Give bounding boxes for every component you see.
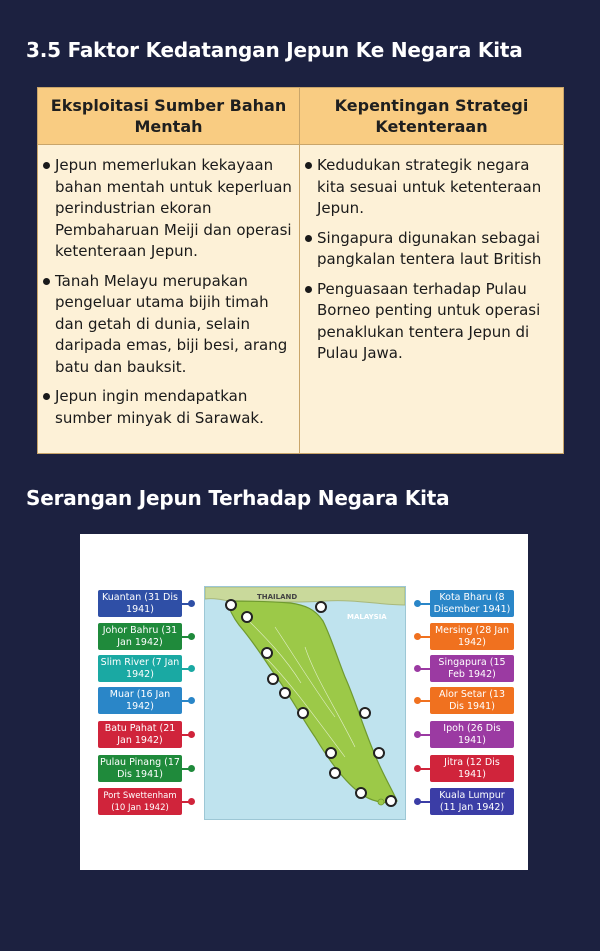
military-column — [300, 145, 564, 454]
city-marker — [355, 787, 367, 799]
list-item: Kedudukan strategik negara kita sesuai untuk ketenteraan Jepun. — [304, 155, 557, 220]
attack-label-batu-pahat: Batu Pahat (21 Jan 1942) — [98, 721, 182, 748]
list-item: Singapura digunakan sebagai pangkalan tentera laut British — [304, 228, 557, 271]
connector-line — [418, 603, 430, 605]
attack-label-alor-setar: Alor Setar (13 Dis 1941) — [430, 687, 514, 714]
peninsula-map — [205, 587, 405, 819]
city-marker — [267, 673, 279, 685]
attack-label-kuantan: Kuantan (31 Dis 1941) — [98, 590, 182, 617]
attack-label-jitra: Jitra (12 Dis 1941) — [430, 755, 514, 782]
connector-line — [418, 700, 430, 702]
invasion-map — [80, 534, 528, 870]
header-military-strategy: Kepentingan Strategi Ketenteraan — [300, 88, 564, 145]
bullet-icon — [305, 162, 312, 169]
list-item: Tanah Melayu merupakan pengeluar utama bijih timah dan getah di dunia, selain daripada emas, biji besi, arang batu dan bauksit. — [42, 271, 293, 379]
attack-label-muar: Muar (16 Jan 1942) — [98, 687, 182, 714]
connector-dot — [188, 798, 195, 805]
connector-line — [418, 668, 430, 670]
connector-dot — [188, 633, 195, 640]
bullet-icon — [305, 235, 312, 242]
city-marker — [325, 747, 337, 759]
city-marker — [225, 599, 237, 611]
country-label-malaysia: MALAYSIA — [347, 613, 387, 621]
list-item: Jepun ingin mendapatkan sumber minyak di Sarawak. — [42, 386, 293, 429]
city-marker — [261, 647, 273, 659]
connector-dot — [188, 697, 195, 704]
city-marker — [279, 687, 291, 699]
city-marker — [297, 707, 309, 719]
attack-label-pulau-pinang: Pulau Pinang (17 Dis 1941) — [98, 755, 182, 782]
attack-label-mersing: Mersing (28 Jan 1942) — [430, 623, 514, 650]
header-exploitation: Eksploitasi Sumber Bahan Mentah — [38, 88, 300, 145]
attack-label-ipoh: Ipoh (26 Dis 1941) — [430, 721, 514, 748]
attack-label-port-swettenham: Port Swettenham (10 Jan 1942) — [98, 788, 182, 815]
map-area — [204, 586, 406, 820]
list-item: Jepun memerlukan kekayaan bahan mentah untuk keperluan perindustrian ekoran Pembaharuan Meiji dan operasi ketenteraan Jepun. — [42, 155, 293, 263]
city-marker — [315, 601, 327, 613]
bullet-icon — [43, 278, 50, 285]
connector-dot — [188, 765, 195, 772]
country-label-thailand: THAILAND — [257, 593, 298, 601]
connector-dot — [188, 731, 195, 738]
section-title: 3.5 Faktor Kedatangan Jepun Ke Negara Kita — [26, 38, 523, 62]
city-marker — [241, 611, 253, 623]
city-marker — [359, 707, 371, 719]
connector-line — [418, 734, 430, 736]
attack-label-slim-river: Slim River (7 Jan 1942) — [98, 655, 182, 682]
list-item: Penguasaan terhadap Pulau Borneo penting untuk operasi penaklukan tentera Jepun di Pulau Jawa. — [304, 279, 557, 365]
connector-line — [418, 768, 430, 770]
connector-line — [418, 636, 430, 638]
connector-dot — [188, 665, 195, 672]
bullet-icon — [305, 286, 312, 293]
attack-label-kuala-lumpur: Kuala Lumpur (11 Jan 1942) — [430, 788, 514, 815]
city-marker — [329, 767, 341, 779]
exploitation-column — [38, 145, 300, 454]
city-marker — [385, 795, 397, 807]
attack-label-kota-bharu: Kota Bharu (8 Disember 1941) — [430, 590, 514, 617]
attack-section-title: Serangan Jepun Terhadap Negara Kita — [26, 486, 450, 510]
bullet-icon — [43, 393, 50, 400]
attack-label-johor-bahru: Johor Bahru (31 Jan 1942) — [98, 623, 182, 650]
connector-dot — [188, 600, 195, 607]
city-marker — [373, 747, 385, 759]
attack-label-singapura: Singapura (15 Feb 1942) — [430, 655, 514, 682]
connector-line — [418, 801, 430, 803]
bullet-icon — [43, 162, 50, 169]
factors-table — [37, 87, 564, 454]
